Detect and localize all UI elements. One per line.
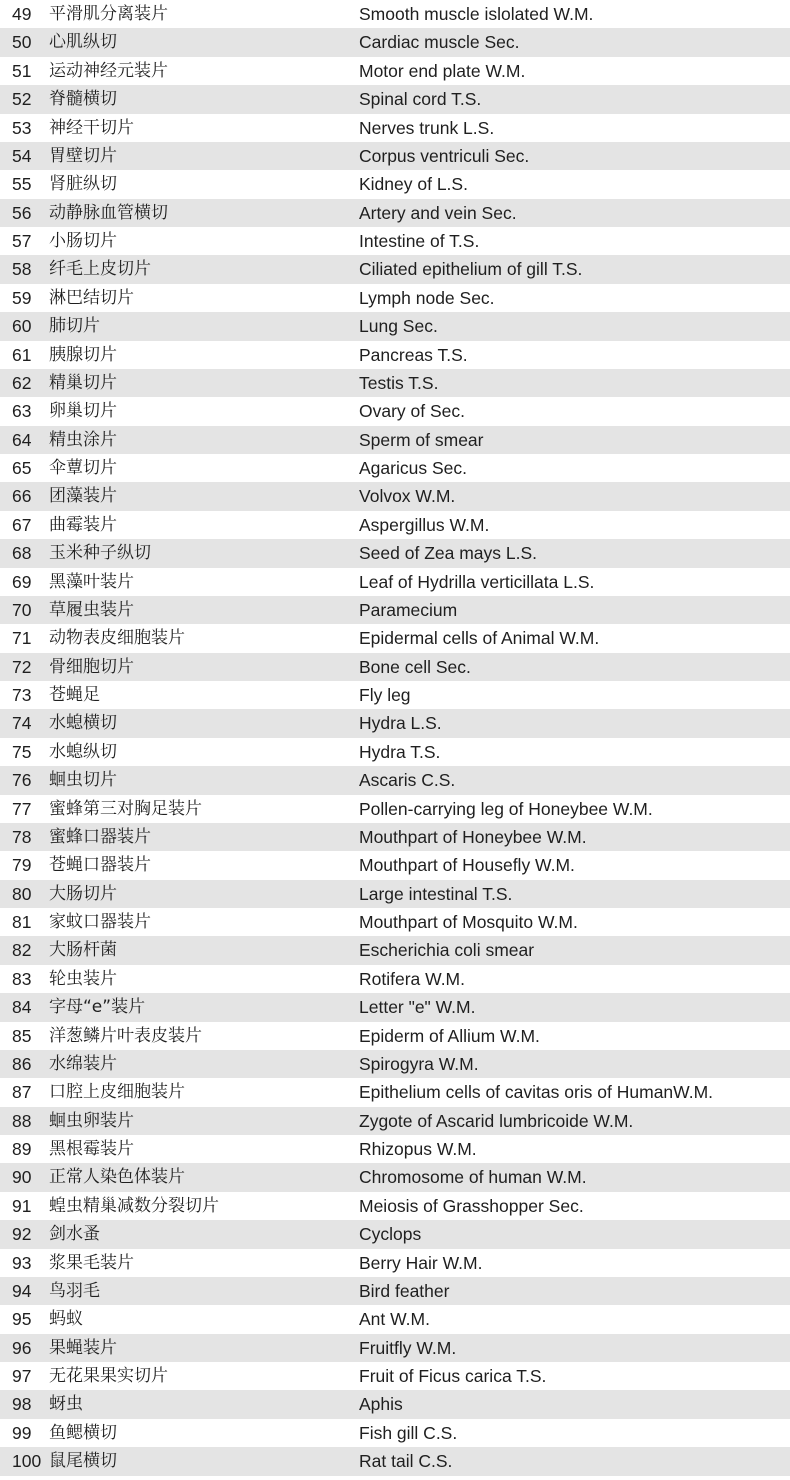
row-number: 81 bbox=[12, 912, 32, 932]
table-row bbox=[0, 908, 790, 936]
row-english-name: Hydra T.S. bbox=[359, 741, 441, 762]
row-chinese-name: 水螅横切 bbox=[49, 713, 117, 734]
table-row bbox=[0, 1249, 790, 1277]
row-chinese-name: 剑水蚤 bbox=[49, 1224, 100, 1245]
row-english-name: Lung Sec. bbox=[359, 316, 438, 337]
row-english-name: Leaf of Hydrilla verticillata L.S. bbox=[359, 571, 595, 592]
row-number: 98 bbox=[12, 1394, 32, 1415]
table-row bbox=[0, 880, 790, 908]
row-number: 96 bbox=[12, 1337, 32, 1358]
row-english-name: Intestine of T.S. bbox=[359, 231, 480, 251]
table-row bbox=[0, 426, 790, 454]
table-row bbox=[0, 454, 790, 482]
row-number: 51 bbox=[12, 60, 32, 81]
row-chinese-name: 团藻装片 bbox=[49, 486, 117, 507]
row-chinese-name: 大肠杆菌 bbox=[49, 940, 117, 961]
row-chinese-name: 蜜蜂口器装片 bbox=[49, 826, 151, 847]
row-chinese-name: 骨细胞切片 bbox=[49, 656, 134, 677]
row-number: 57 bbox=[12, 231, 32, 251]
row-number: 76 bbox=[12, 770, 32, 791]
table-row bbox=[0, 1447, 790, 1475]
row-chinese-name: 心肌纵切 bbox=[49, 32, 117, 53]
row-english-name: Escherichia coli smear bbox=[359, 940, 535, 961]
table-row bbox=[0, 341, 790, 369]
table-row bbox=[0, 1305, 790, 1333]
table-row bbox=[0, 795, 790, 823]
table-row bbox=[0, 1220, 790, 1248]
table-row bbox=[0, 1362, 790, 1390]
row-number: 56 bbox=[12, 202, 32, 223]
row-english-name: Seed of Zea mays L.S. bbox=[359, 543, 538, 564]
row-chinese-name: 苍蝇足 bbox=[49, 685, 100, 705]
row-chinese-name: 胃壁切片 bbox=[49, 145, 117, 166]
row-english-name: Berry Hair W.M. bbox=[359, 1252, 483, 1273]
row-chinese-name: 动静脉血管横切 bbox=[49, 202, 168, 223]
row-number: 71 bbox=[12, 628, 32, 649]
table-row bbox=[0, 738, 790, 766]
row-number: 80 bbox=[12, 883, 32, 904]
row-number: 95 bbox=[12, 1309, 32, 1330]
table-row bbox=[0, 142, 790, 170]
row-english-name: Spinal cord T.S. bbox=[359, 89, 482, 110]
row-number: 50 bbox=[12, 32, 32, 53]
row-english-name: Zygote of Ascarid lumbricoide W.M. bbox=[359, 1110, 634, 1131]
row-number: 89 bbox=[12, 1139, 32, 1159]
row-english-name: Large intestinal T.S. bbox=[359, 883, 513, 904]
row-chinese-name: 鱼鳃横切 bbox=[49, 1422, 117, 1443]
row-english-name: Bird feather bbox=[359, 1280, 450, 1301]
row-english-name: Rhizopus W.M. bbox=[359, 1139, 477, 1159]
row-chinese-name: 水螅纵切 bbox=[49, 741, 117, 762]
row-number: 67 bbox=[12, 514, 32, 535]
row-english-name: Testis T.S. bbox=[359, 372, 439, 393]
row-chinese-name: 蜜蜂第三对胸足装片 bbox=[49, 798, 202, 819]
table-row bbox=[0, 255, 790, 283]
row-number: 86 bbox=[12, 1053, 32, 1074]
row-chinese-name: 蛔虫切片 bbox=[49, 770, 117, 791]
row-number: 90 bbox=[12, 1167, 32, 1188]
row-number: 52 bbox=[12, 89, 32, 110]
row-english-name: Mouthpart of Honeybee W.M. bbox=[359, 826, 587, 847]
row-english-name: Cyclops bbox=[359, 1224, 422, 1245]
row-number: 53 bbox=[12, 117, 32, 138]
row-english-name: Nerves trunk L.S. bbox=[359, 117, 495, 138]
row-chinese-name: 蚂蚁 bbox=[49, 1309, 83, 1330]
row-number: 85 bbox=[12, 1025, 32, 1046]
row-english-name: Volvox W.M. bbox=[359, 486, 456, 507]
row-chinese-name: 浆果毛装片 bbox=[49, 1252, 134, 1273]
row-number: 72 bbox=[12, 656, 32, 677]
row-english-name: Aspergillus W.M. bbox=[359, 514, 490, 535]
row-chinese-name: 肾脏纵切 bbox=[49, 174, 117, 195]
row-english-name: Fly leg bbox=[359, 685, 411, 705]
table-row bbox=[0, 1050, 790, 1078]
row-number: 58 bbox=[12, 259, 32, 280]
row-english-name: Agaricus Sec. bbox=[359, 458, 467, 478]
table-row bbox=[0, 539, 790, 567]
row-number: 92 bbox=[12, 1224, 32, 1245]
row-chinese-name: 玉米种子纵切 bbox=[49, 543, 151, 564]
row-number: 54 bbox=[12, 145, 32, 166]
row-chinese-name: 曲霉装片 bbox=[49, 514, 117, 535]
table-row bbox=[0, 1192, 790, 1220]
row-english-name: Epiderm of Allium W.M. bbox=[359, 1025, 540, 1046]
row-chinese-name: 鼠尾横切 bbox=[49, 1451, 117, 1472]
row-english-name: Kidney of L.S. bbox=[359, 174, 468, 195]
row-chinese-name: 果蝇装片 bbox=[49, 1337, 117, 1358]
table-row bbox=[0, 624, 790, 652]
row-english-name: Lymph node Sec. bbox=[359, 287, 495, 308]
table-row bbox=[0, 312, 790, 340]
row-chinese-name: 小肠切片 bbox=[49, 231, 117, 251]
row-number: 59 bbox=[12, 287, 32, 308]
row-english-name: Chromosome of human W.M. bbox=[359, 1167, 587, 1188]
table-row bbox=[0, 596, 790, 624]
row-number: 55 bbox=[12, 174, 32, 195]
row-english-name: Bone cell Sec. bbox=[359, 656, 471, 677]
row-number: 49 bbox=[12, 4, 32, 24]
row-english-name: Letter "e" W.M. bbox=[359, 997, 476, 1018]
row-number: 69 bbox=[12, 571, 32, 592]
table-row bbox=[0, 284, 790, 312]
row-chinese-name: 鸟羽毛 bbox=[49, 1280, 100, 1301]
row-english-name: Cardiac muscle Sec. bbox=[359, 32, 520, 53]
row-english-name: Hydra L.S. bbox=[359, 713, 442, 734]
row-english-name: Epidermal cells of Animal W.M. bbox=[359, 628, 600, 649]
row-chinese-name: 草履虫装片 bbox=[49, 599, 134, 620]
table-row bbox=[0, 0, 790, 28]
table-row bbox=[0, 965, 790, 993]
row-number: 65 bbox=[12, 458, 32, 478]
row-number: 60 bbox=[12, 316, 32, 337]
row-english-name: Sperm of smear bbox=[359, 429, 484, 450]
table-row bbox=[0, 1107, 790, 1135]
table-row bbox=[0, 568, 790, 596]
row-english-name: Corpus ventriculi Sec. bbox=[359, 145, 530, 166]
table-row bbox=[0, 1022, 790, 1050]
table-row bbox=[0, 369, 790, 397]
row-english-name: Meiosis of Grasshopper Sec. bbox=[359, 1195, 584, 1216]
table-row bbox=[0, 114, 790, 142]
row-number: 100 bbox=[12, 1451, 42, 1472]
row-chinese-name: 神经干切片 bbox=[49, 117, 134, 138]
row-chinese-name: 家蚊口器装片 bbox=[49, 912, 151, 932]
row-chinese-name: 字母“e”装片 bbox=[49, 997, 146, 1018]
table-row bbox=[0, 1277, 790, 1305]
row-number: 79 bbox=[12, 855, 32, 876]
row-number: 87 bbox=[12, 1082, 32, 1103]
row-number: 93 bbox=[12, 1252, 32, 1273]
row-english-name: Pollen-carrying leg of Honeybee W.M. bbox=[359, 798, 653, 819]
row-number: 61 bbox=[12, 344, 32, 365]
table-row bbox=[0, 170, 790, 198]
row-english-name: Rat tail C.S. bbox=[359, 1451, 453, 1472]
row-number: 75 bbox=[12, 741, 32, 762]
row-chinese-name: 蚜虫 bbox=[49, 1394, 83, 1415]
table-row bbox=[0, 936, 790, 964]
row-chinese-name: 苍蝇口器装片 bbox=[49, 855, 151, 876]
row-english-name: Ovary of Sec. bbox=[359, 401, 466, 422]
row-english-name: Fruit of Ficus carica T.S. bbox=[359, 1366, 547, 1386]
table-row bbox=[0, 227, 790, 255]
row-chinese-name: 洋葱鳞片叶表皮装片 bbox=[49, 1025, 202, 1046]
row-chinese-name: 精虫涂片 bbox=[49, 429, 117, 450]
table-row bbox=[0, 709, 790, 737]
table-row bbox=[0, 1135, 790, 1163]
row-english-name: Artery and vein Sec. bbox=[359, 202, 517, 223]
row-chinese-name: 黑藻叶装片 bbox=[49, 571, 134, 592]
row-chinese-name: 运动神经元装片 bbox=[49, 60, 168, 81]
row-chinese-name: 肺切片 bbox=[49, 316, 100, 337]
row-number: 91 bbox=[12, 1195, 32, 1216]
row-number: 97 bbox=[12, 1366, 32, 1386]
table-row bbox=[0, 482, 790, 510]
row-chinese-name: 无花果果实切片 bbox=[49, 1366, 168, 1386]
row-chinese-name: 黑根霉装片 bbox=[49, 1139, 134, 1159]
row-number: 82 bbox=[12, 940, 32, 961]
row-chinese-name: 淋巴结切片 bbox=[49, 287, 134, 308]
row-number: 77 bbox=[12, 798, 32, 819]
row-number: 70 bbox=[12, 599, 32, 620]
table-row bbox=[0, 1334, 790, 1362]
row-english-name: Mouthpart of Mosquito W.M. bbox=[359, 912, 578, 932]
row-chinese-name: 精巢切片 bbox=[49, 372, 117, 393]
row-number: 73 bbox=[12, 685, 32, 705]
row-chinese-name: 平滑肌分离装片 bbox=[49, 4, 168, 24]
table-row bbox=[0, 1078, 790, 1106]
table-row bbox=[0, 397, 790, 425]
row-english-name: Ant W.M. bbox=[359, 1309, 430, 1330]
row-number: 64 bbox=[12, 429, 32, 450]
row-number: 68 bbox=[12, 543, 32, 564]
row-english-name: Spirogyra W.M. bbox=[359, 1053, 479, 1074]
table-row bbox=[0, 653, 790, 681]
row-english-name: Smooth muscle islolated W.M. bbox=[359, 4, 594, 24]
row-chinese-name: 纤毛上皮切片 bbox=[49, 259, 151, 280]
row-english-name: Ciliated epithelium of gill T.S. bbox=[359, 259, 583, 280]
table-row bbox=[0, 1163, 790, 1191]
table-row bbox=[0, 823, 790, 851]
row-number: 99 bbox=[12, 1422, 32, 1443]
table-row bbox=[0, 57, 790, 85]
table-row bbox=[0, 511, 790, 539]
row-english-name: Rotifera W.M. bbox=[359, 968, 465, 989]
row-english-name: Motor end plate W.M. bbox=[359, 60, 526, 81]
row-chinese-name: 蝗虫精巢减数分裂切片 bbox=[49, 1195, 219, 1216]
row-number: 94 bbox=[12, 1280, 32, 1301]
row-english-name: Aphis bbox=[359, 1394, 403, 1415]
row-number: 84 bbox=[12, 997, 32, 1018]
row-chinese-name: 口腔上皮细胞装片 bbox=[49, 1082, 185, 1103]
row-english-name: Paramecium bbox=[359, 599, 458, 620]
row-chinese-name: 大肠切片 bbox=[49, 883, 117, 904]
row-chinese-name: 动物表皮细胞装片 bbox=[49, 628, 185, 649]
row-number: 62 bbox=[12, 372, 32, 393]
row-english-name: Ascaris C.S. bbox=[359, 770, 456, 791]
row-chinese-name: 脊髓横切 bbox=[49, 89, 117, 110]
table-row bbox=[0, 1419, 790, 1447]
table-row bbox=[0, 28, 790, 56]
table-row bbox=[0, 85, 790, 113]
row-number: 78 bbox=[12, 826, 32, 847]
row-number: 88 bbox=[12, 1110, 32, 1131]
table-row bbox=[0, 851, 790, 879]
row-number: 83 bbox=[12, 968, 32, 989]
row-number: 63 bbox=[12, 401, 32, 422]
table-row bbox=[0, 766, 790, 794]
row-chinese-name: 轮虫装片 bbox=[49, 968, 117, 989]
row-chinese-name: 蛔虫卵装片 bbox=[49, 1110, 134, 1131]
table-row bbox=[0, 1390, 790, 1418]
row-english-name: Fruitfly W.M. bbox=[359, 1337, 457, 1358]
row-number: 74 bbox=[12, 713, 32, 734]
row-english-name: Fish gill C.S. bbox=[359, 1422, 458, 1443]
row-chinese-name: 正常人染色体装片 bbox=[49, 1167, 185, 1188]
row-english-name: Pancreas T.S. bbox=[359, 344, 468, 365]
row-english-name: Mouthpart of Housefly W.M. bbox=[359, 855, 575, 876]
row-chinese-name: 伞蕈切片 bbox=[49, 458, 117, 478]
table-row bbox=[0, 681, 790, 709]
row-chinese-name: 卵巢切片 bbox=[49, 401, 117, 422]
row-chinese-name: 胰腺切片 bbox=[49, 344, 117, 365]
row-english-name: Epithelium cells of cavitas oris of HumanW.M. bbox=[359, 1082, 714, 1103]
row-number: 66 bbox=[12, 486, 32, 507]
row-chinese-name: 水绵装片 bbox=[49, 1053, 117, 1074]
table-row bbox=[0, 199, 790, 227]
table-row bbox=[0, 993, 790, 1021]
